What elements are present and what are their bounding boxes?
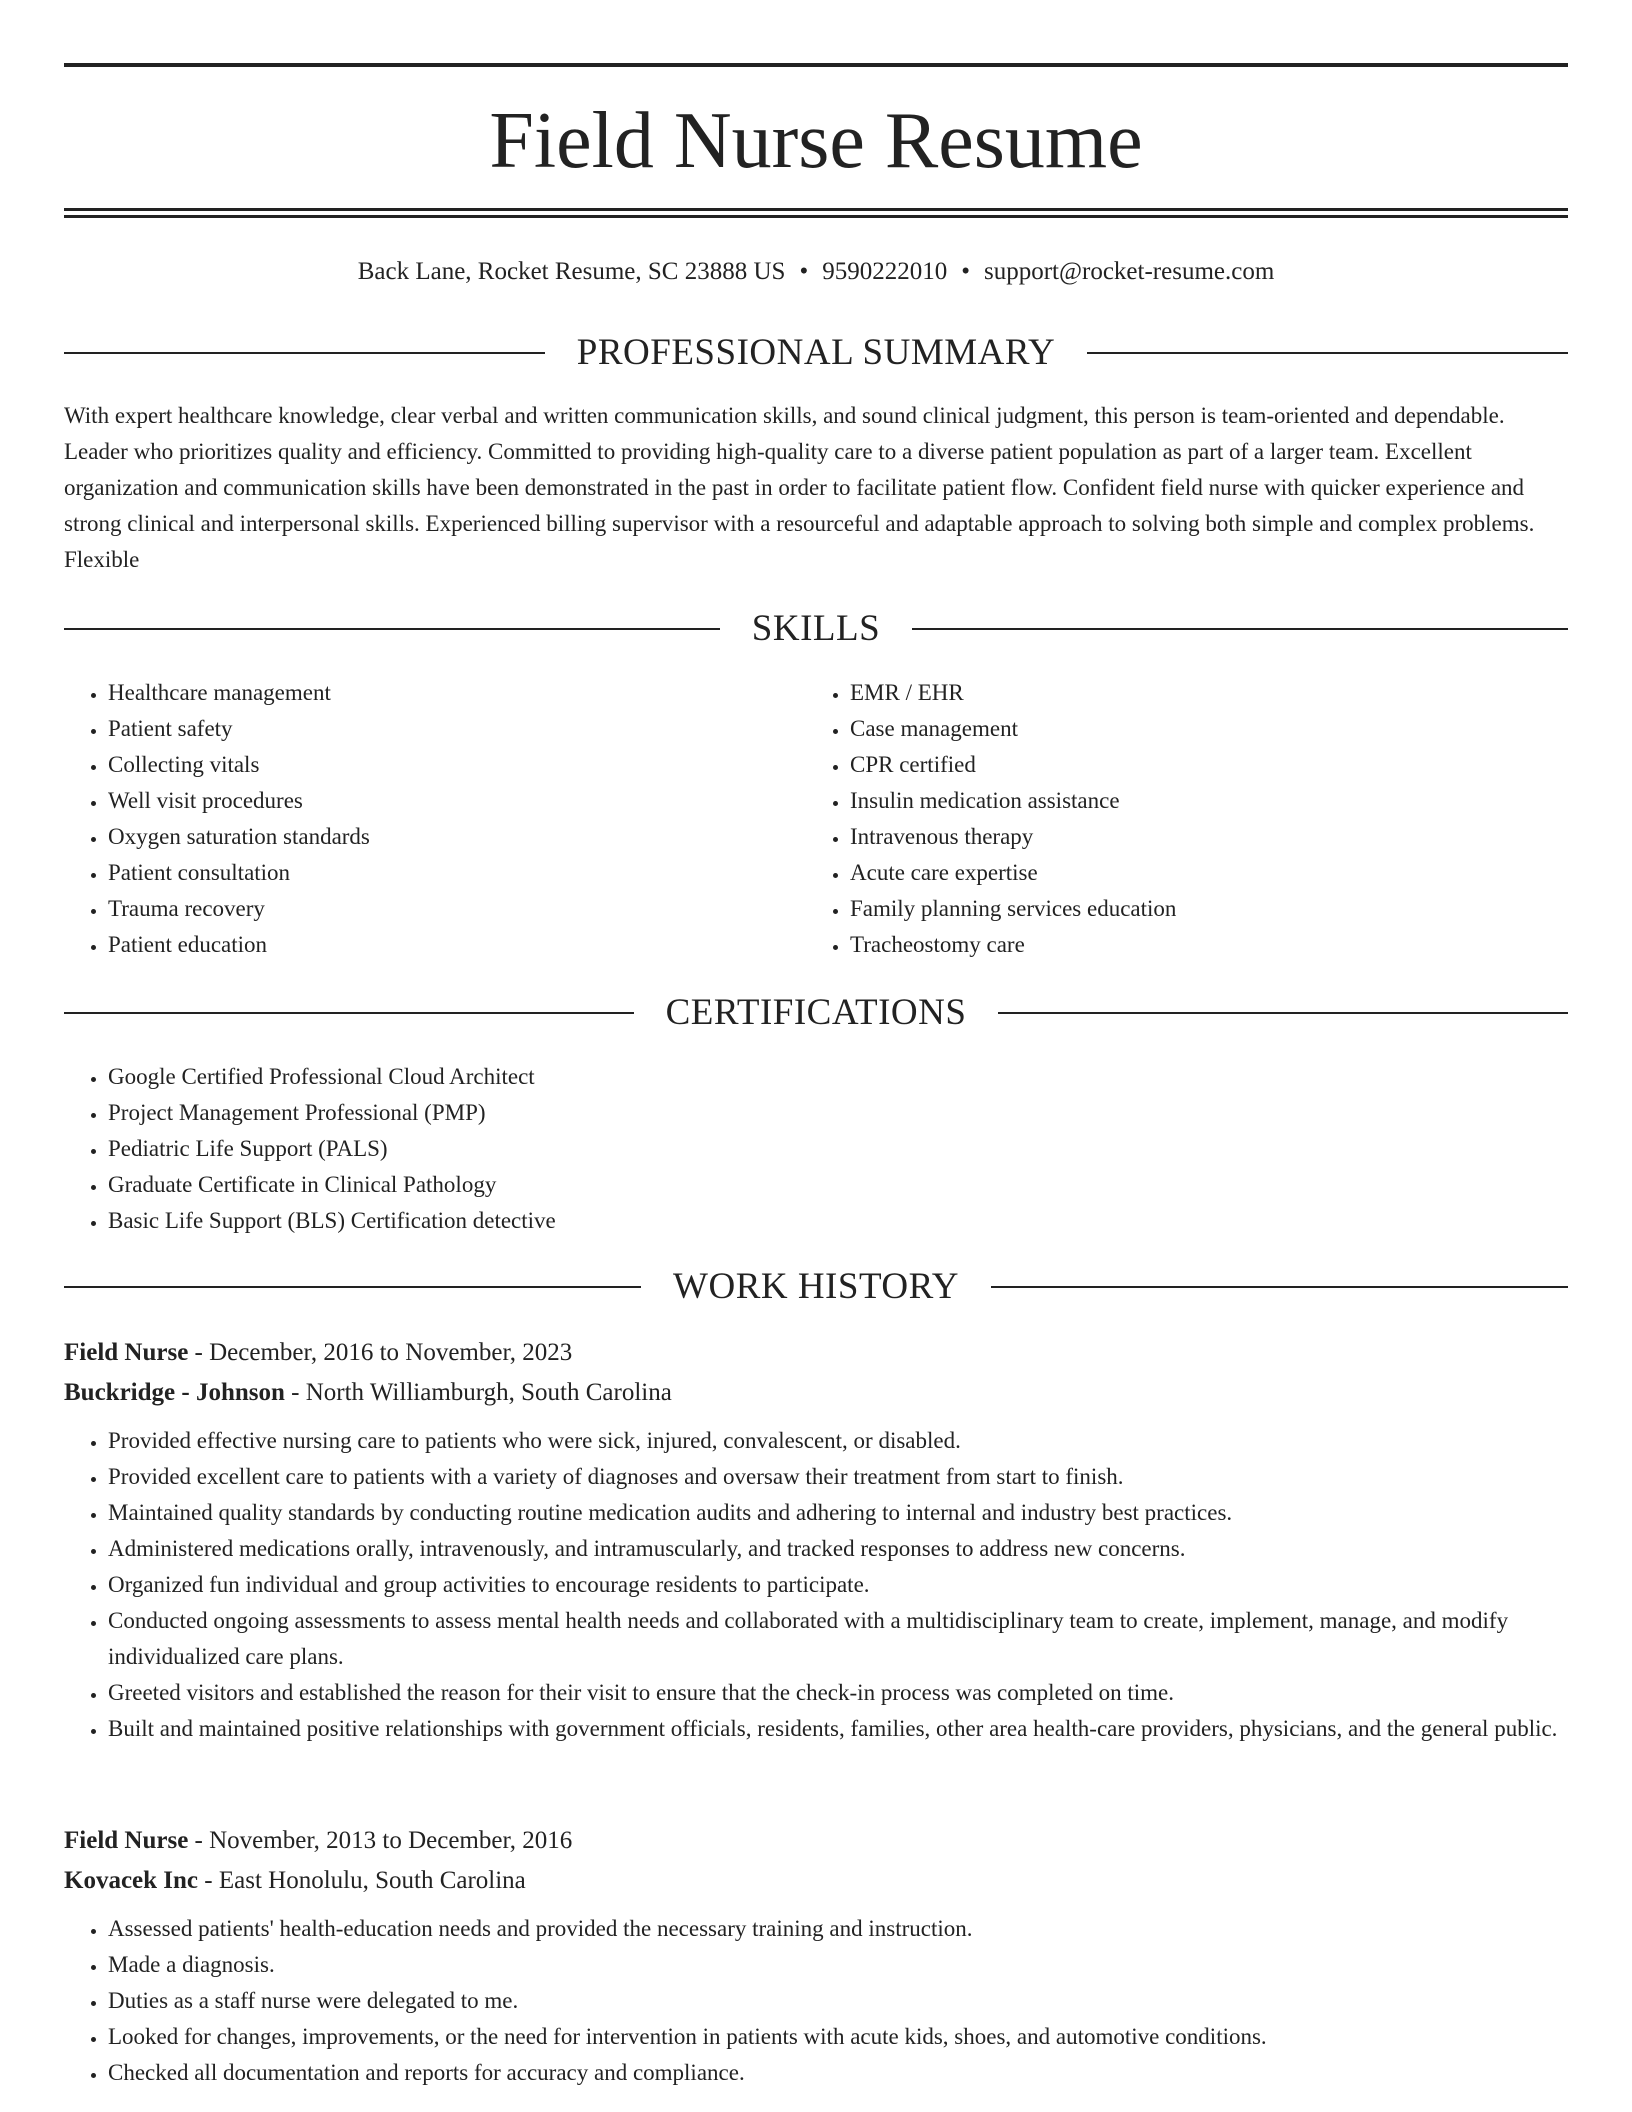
job-duties-list: [64, 1423, 1568, 1747]
job-dates: - December, 2016 to November, 2023: [188, 1339, 573, 1366]
section-title: PROFESSIONAL SUMMARY: [576, 332, 1056, 373]
skill-item: • Acute care expertise: [850, 855, 1506, 891]
job-title-line: [64, 1333, 1568, 1373]
job-duty: • Administered medications orally, intravenously, and intramuscularly, and tracked responses to address new concerns.: [108, 1531, 1568, 1567]
certification-item: • Basic Life Support (BLS) Certification detective: [108, 1203, 1568, 1239]
section-title: CERTIFICATIONS: [665, 992, 967, 1033]
skills-left-column: [64, 675, 764, 963]
heading-rule: [912, 628, 1568, 630]
job-duty: • Duties as a staff nurse were delegated to me.: [108, 1983, 1568, 2019]
contact-separator: •: [799, 258, 809, 285]
skills-right-column: [806, 675, 1506, 963]
contact-phone[interactable]: 9590222010: [822, 258, 948, 285]
skill-item: • Collecting vitals: [108, 747, 764, 783]
skill-item: • Oxygen saturation standards: [108, 819, 764, 855]
skill-item: • Trauma recovery: [108, 891, 764, 927]
top-rule: [64, 63, 1568, 67]
heading-rule: [64, 628, 720, 630]
skill-item: • Patient safety: [108, 711, 764, 747]
heading-rule: [991, 1286, 1568, 1288]
job-location: - East Honolulu, South Carolina: [198, 1867, 526, 1894]
skill-item: • Case management: [850, 711, 1506, 747]
heading-rule: [998, 1012, 1568, 1014]
job-duty: • Assessed patients' health-education needs and provided the necessary training and instruction.: [108, 1911, 1568, 1947]
certification-item: • Graduate Certificate in Clinical Pathology: [108, 1167, 1568, 1203]
job-location: - North Williamburgh, South Carolina: [284, 1379, 672, 1406]
certifications-list: [64, 1059, 1568, 1239]
skill-item: • Insulin medication assistance: [850, 783, 1506, 819]
job-duty: • Checked all documentation and reports for accuracy and compliance.: [108, 2055, 1568, 2091]
skill-item: • Well visit procedures: [108, 783, 764, 819]
job-company: Buckridge - Johnson: [64, 1379, 285, 1406]
title-double-rule: [64, 208, 1568, 218]
job-duties-list: [64, 1911, 1568, 2091]
skills-list-right: [806, 675, 1506, 963]
job-entry: [64, 1333, 1568, 1747]
job-title: Field Nurse: [64, 1339, 189, 1366]
contact-line: [64, 252, 1568, 292]
job-duty: • Organized fun individual and group activities to encourage residents to participate.: [108, 1567, 1568, 1603]
contact-address: Back Lane, Rocket Resume, SC 23888 US: [357, 258, 786, 285]
skill-item: • Intravenous therapy: [850, 819, 1506, 855]
job-duty: • Provided effective nursing care to patients who were sick, injured, convalescent, or disabled.: [108, 1423, 1568, 1459]
heading-rule: [64, 352, 545, 354]
certification-item: • Project Management Professional (PMP): [108, 1095, 1568, 1131]
section-title: WORK HISTORY: [673, 1266, 959, 1307]
skills-list-left: [64, 675, 764, 963]
section-heading-work-history: [64, 1262, 1568, 1312]
job-duty: • Provided excellent care to patients with a variety of diagnoses and oversaw their treatment from start to finish.: [108, 1459, 1568, 1495]
skill-item: • CPR certified: [850, 747, 1506, 783]
skill-item: • Healthcare management: [108, 675, 764, 711]
heading-rule: [64, 1286, 641, 1288]
skill-item: • Patient education: [108, 927, 764, 963]
section-heading-skills: [64, 604, 1568, 654]
section-title: SKILLS: [751, 608, 881, 649]
job-title-line: [64, 1821, 1568, 1861]
job-title: Field Nurse: [64, 1827, 189, 1854]
skill-item: • Patient consultation: [108, 855, 764, 891]
job-duty: • Maintained quality standards by conducting routine medication audits and adhering to internal and industry best practices.: [108, 1495, 1568, 1531]
job-duty: • Made a diagnosis.: [108, 1947, 1568, 1983]
skill-item: • EMR / EHR: [850, 675, 1506, 711]
contact-email[interactable]: support@rocket-resume.com: [983, 258, 1275, 285]
section-heading-summary: [64, 328, 1568, 378]
contact-separator: •: [961, 258, 970, 285]
certification-item: • Google Certified Professional Cloud Architect: [108, 1059, 1568, 1095]
job-entry: [64, 1821, 1568, 2091]
resume-title: Field Nurse Resume: [489, 97, 1143, 185]
job-dates: - November, 2013 to December, 2016: [188, 1827, 573, 1854]
heading-rule: [64, 1012, 634, 1014]
job-duty: • Looked for changes, improvements, or the need for intervention in patients with acute kids, shoes, and automotive conditions.: [108, 2019, 1568, 2055]
job-company: Kovacek Inc: [64, 1867, 199, 1894]
job-duty: • Conducted ongoing assessments to assess mental health needs and collaborated with a multidisciplinary team to create, implement, manage, and modify individualized care plans.: [108, 1603, 1568, 1675]
skill-item: • Family planning services education: [850, 891, 1506, 927]
job-duty: • Greeted visitors and established the reason for their visit to ensure that the check-in process was completed on time.: [108, 1675, 1568, 1711]
certification-item: • Pediatric Life Support (PALS): [108, 1131, 1568, 1167]
skill-item: • Tracheostomy care: [850, 927, 1506, 963]
job-company-line: [64, 1373, 1568, 1413]
summary-text: With expert healthcare knowledge, clear verbal and written communication skills, and sound clinical judgment, this person is team-oriented and dependable. Leader who prioritizes quality and efficiency. Committed to providing high-quality care to a diverse patient population as part of a larger team. Excellent organization and communication skills have been demonstrated in the past in order to facilitate patient flow. Confident field nurse with quicker experience and strong clinical and interpersonal skills. Experienced billing supervisor with a resourceful and adaptable approach to solving both simple and complex problems. Flexible: [64, 403, 1535, 572]
section-heading-certifications: [64, 988, 1568, 1038]
certifications-block: [64, 1059, 1568, 1239]
job-duty: • Built and maintained positive relationships with government officials, residents, families, other area health-care providers, physicians, and the general public.: [108, 1711, 1568, 1747]
heading-rule: [1087, 352, 1568, 354]
job-company-line: [64, 1861, 1568, 1901]
